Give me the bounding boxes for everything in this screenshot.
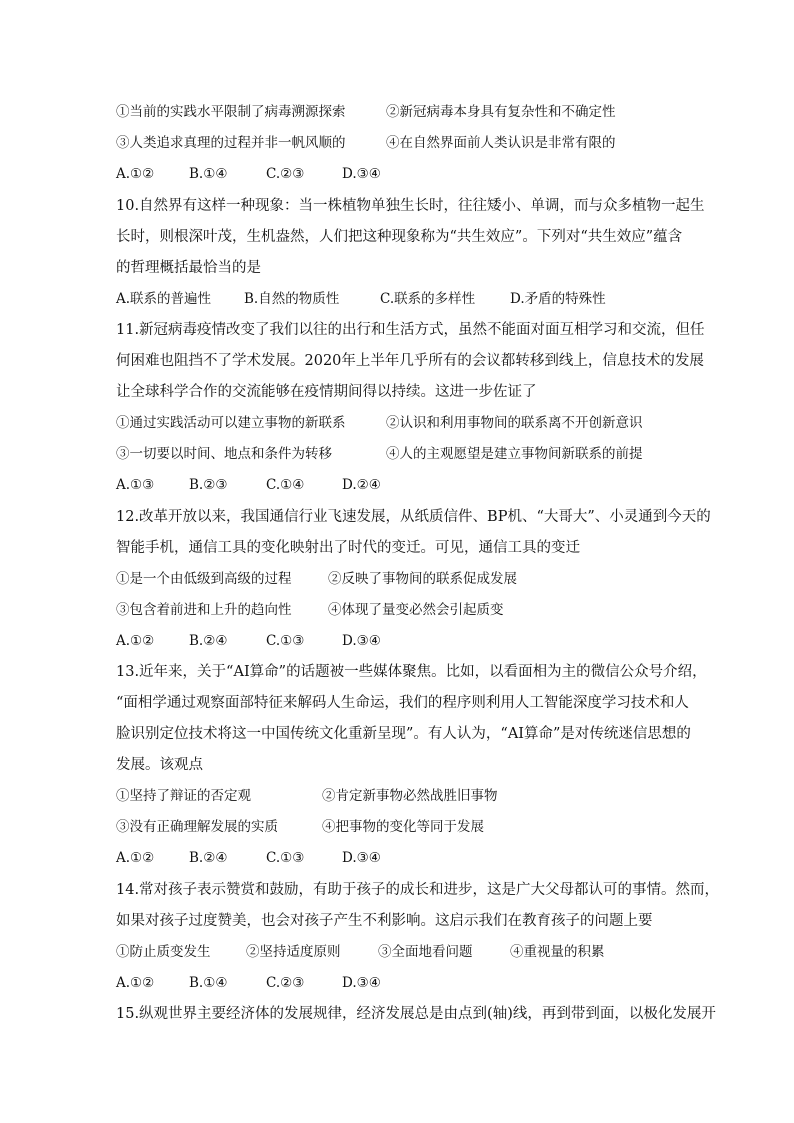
choice-3: ③全面地看问题 bbox=[378, 944, 473, 960]
answer-d: D.③④ bbox=[342, 633, 381, 649]
answer-b: B.①④ bbox=[189, 975, 228, 991]
choice-3: ③没有正确理解发展的实质 bbox=[116, 819, 278, 835]
answer-b: B.自然的物质性 bbox=[244, 291, 340, 307]
q10-stem-line: 长时，则根深叶茂，生机盎然，人们把这种现象称为“共生效应”。下列对“共生效应”蕴含 bbox=[116, 229, 683, 245]
choice-4: ④在自然界面前人类认识是非常有限的 bbox=[386, 135, 616, 151]
q10-stem-line: 的哲理概括最恰当的是 bbox=[116, 260, 261, 276]
answer-c: C.①③ bbox=[266, 850, 305, 866]
answer-b: B.②④ bbox=[189, 850, 228, 866]
answer-a: A.联系的普遍性 bbox=[116, 291, 212, 307]
choice-2: ②反映了事物间的联系促成发展 bbox=[328, 571, 517, 587]
answer-d: D.③④ bbox=[342, 850, 381, 866]
answer-b: B.②④ bbox=[189, 633, 228, 649]
choice-2: ②坚持适度原则 bbox=[246, 944, 341, 960]
choice-4: ④人的主观愿望是建立事物间新联系的前提 bbox=[386, 446, 643, 462]
q12-stem-line: 智能手机，通信工具的变化映射出了时代的变迁。可见，通信工具的变迁 bbox=[116, 540, 580, 556]
choice-1: ①是一个由低级到高级的过程 bbox=[116, 571, 292, 587]
choice-4: ④把事物的变化等同于发展 bbox=[322, 819, 484, 835]
choice-1: ①当前的实践水平限制了病毒溯源探索 bbox=[116, 104, 346, 120]
answer-c: C.联系的多样性 bbox=[380, 291, 476, 307]
choice-3: ③人类追求真理的过程并非一帆风顺的 bbox=[116, 135, 346, 151]
q10-stem-line: 10.自然界有这样一种现象：当一株植物单独生长时，往往矮小、单调，而与众多植物一起生 bbox=[116, 198, 705, 214]
q11-stem-line: 何困难也阻挡不了学术发展。2020年上半年几乎所有的会议都转移到线上，信息技术的发展 bbox=[116, 353, 704, 369]
q13-stem-line: “面相学通过观察面部特征来解码人生命运，我们的程序则利用人工智能深度学习技术和人 bbox=[116, 695, 689, 711]
answer-c: C.②③ bbox=[266, 166, 305, 182]
q11-stem-line: 让全球科学合作的交流能够在疫情期间得以持续。这进一步佐证了 bbox=[116, 384, 537, 400]
q13-stem-line: 脸识别定位技术将这一中国传统文化重新呈现”。有人认为，“AI算命”是对传统迷信思想的 bbox=[116, 726, 691, 742]
q11-stem-line: 11.新冠病毒疫情改变了我们以往的出行和生活方式，虽然不能面对面互相学习和交流，但任 bbox=[116, 322, 705, 338]
choice-2: ②认识和利用事物间的联系离不开创新意识 bbox=[386, 415, 643, 431]
answer-a: A.①② bbox=[116, 975, 155, 991]
answer-a: A.①② bbox=[116, 166, 155, 182]
answer-c: C.①③ bbox=[266, 633, 305, 649]
answer-a: A.①③ bbox=[116, 477, 155, 493]
answer-a: A.①② bbox=[116, 633, 155, 649]
q13-stem-line: 13.近年来，关于“AI算命”的话题被一些媒体聚焦。比如，以看面相为主的微信公众号介绍， bbox=[116, 664, 707, 680]
choice-1: ①防止质变发生 bbox=[116, 944, 211, 960]
answer-c: C.①④ bbox=[266, 477, 305, 493]
answer-d: D.②④ bbox=[342, 477, 381, 493]
answer-b: B.①④ bbox=[189, 166, 228, 182]
q12-stem-line: 12.改革开放以来，我国通信行业飞速发展，从纸质信件、BP机、“大哥大”、小灵通到今天的 bbox=[116, 509, 711, 525]
answer-d: D.③④ bbox=[342, 166, 381, 182]
choice-4: ④体现了量变必然会引起质变 bbox=[328, 602, 504, 618]
answer-c: C.②③ bbox=[266, 975, 305, 991]
choice-2: ②肯定新事物必然战胜旧事物 bbox=[322, 788, 498, 804]
choice-2: ②新冠病毒本身具有复杂性和不确定性 bbox=[386, 104, 616, 120]
answer-a: A.①② bbox=[116, 850, 155, 866]
choice-3: ③一切要以时间、地点和条件为转移 bbox=[116, 446, 332, 462]
choice-4: ④重视量的积累 bbox=[510, 944, 605, 960]
answer-d: D.矛盾的特殊性 bbox=[510, 291, 606, 307]
q13-stem-line: 发展。该观点 bbox=[116, 757, 203, 773]
q14-stem-line: 14.常对孩子表示赞赏和鼓励，有助于孩子的成长和进步，这是广大父母都认可的事情。然而， bbox=[116, 882, 720, 898]
answer-d: D.③④ bbox=[342, 975, 381, 991]
choice-1: ①通过实践活动可以建立事物的新联系 bbox=[116, 415, 346, 431]
answer-b: B.②③ bbox=[189, 477, 228, 493]
choice-1: ①坚持了辩证的否定观 bbox=[116, 788, 251, 804]
q14-stem-line: 如果对孩子过度赞美，也会对孩子产生不利影响。这启示我们在教育孩子的问题上要 bbox=[116, 913, 653, 929]
q15-stem-line: 15.纵观世界主要经济体的发展规律，经济发展总是由点到(轴)线，再到带到面，以极化发展开 bbox=[116, 1006, 716, 1022]
choice-3: ③包含着前进和上升的趋向性 bbox=[116, 602, 292, 618]
